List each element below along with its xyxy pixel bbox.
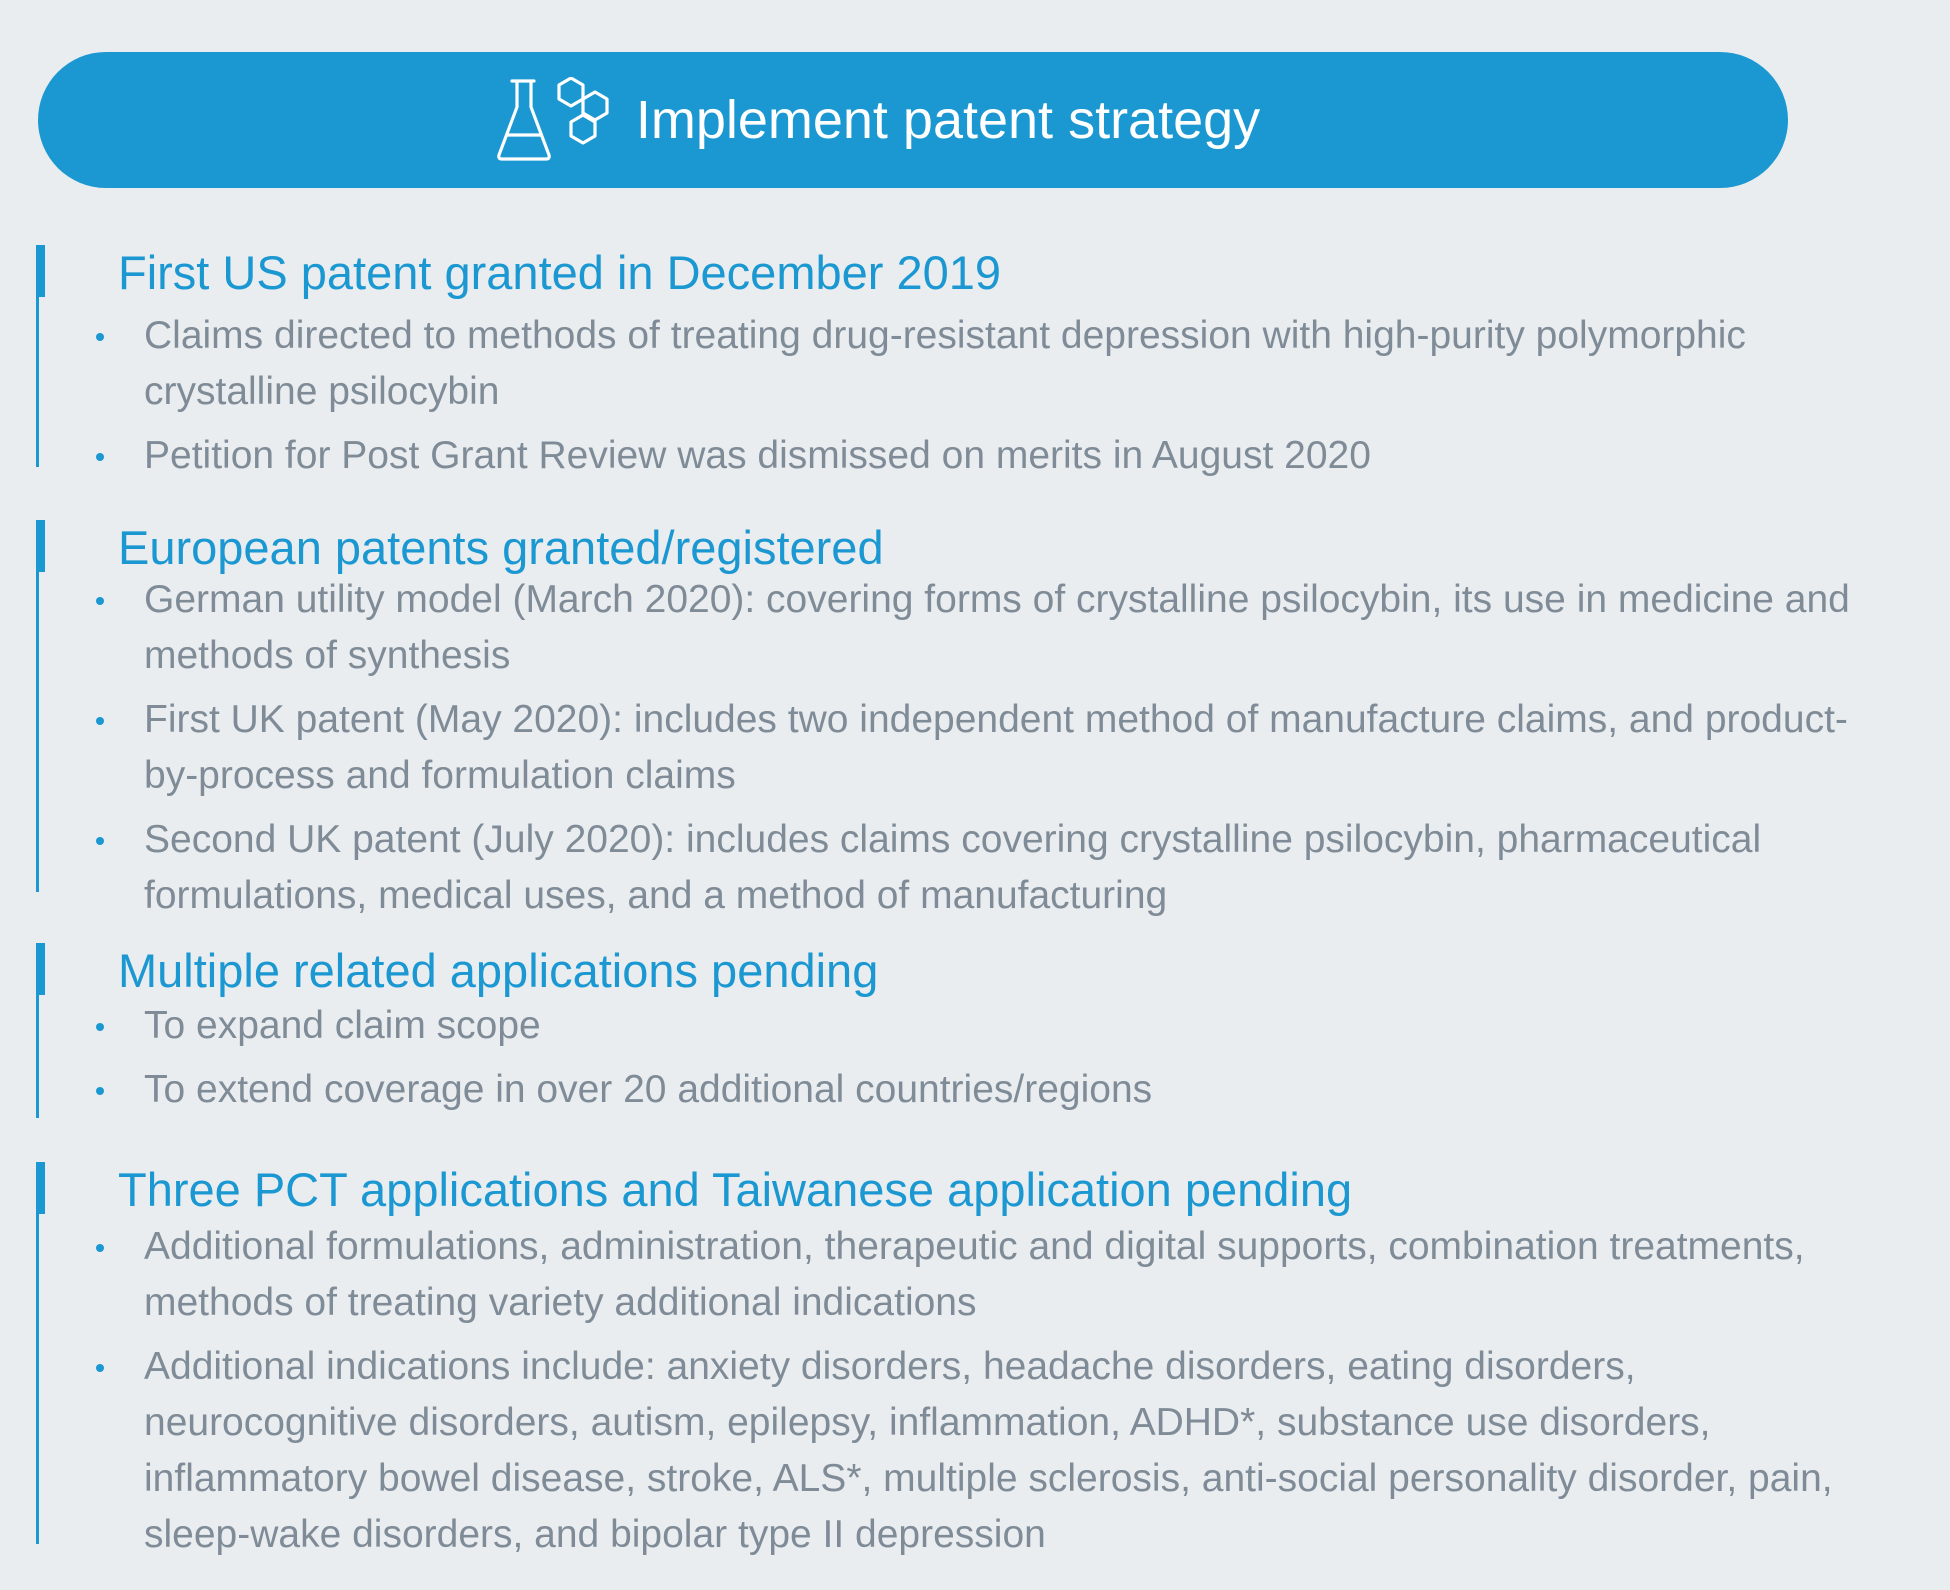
bullet-list (96, 308, 1896, 484)
page-title: Implement patent strategy (635, 90, 1261, 150)
bullet-icon (96, 717, 104, 725)
list-item: To extend coverage in over 20 additional countries/regions (96, 1062, 1896, 1118)
bullet-icon (96, 1244, 104, 1252)
section-rule (36, 520, 39, 892)
bullet-icon (96, 1364, 104, 1372)
list-item: Additional formulations, administration, therapeutic and digital supports, combination treatments, methods of treating variety additional indications (96, 1219, 1896, 1331)
section-marker (36, 245, 45, 297)
section-title: Multiple related applications pending (118, 944, 879, 997)
list-item: Petition for Post Grant Review was dismissed on merits in August 2020 (96, 428, 1896, 484)
list-item: German utility model (March 2020): covering forms of crystalline psilocybin, its use in medicine and methods of synthesis (96, 572, 1896, 684)
section-rule (36, 1162, 39, 1544)
bullet-list (96, 1219, 1896, 1563)
bullet-list (96, 572, 1896, 924)
bullet-icon (96, 597, 104, 605)
list-item: First UK patent (May 2020): includes two independent method of manufacture claims, and product-by-process and formulation claims (96, 692, 1896, 804)
list-item: Second UK patent (July 2020): includes claims covering crystalline psilocybin, pharmaceutical formulations, medical uses, and a method of manufacturing (96, 812, 1896, 924)
section-pending-applications (36, 943, 1916, 1118)
section-title: European patents granted/registered (118, 521, 884, 574)
bullet-icon (96, 1087, 104, 1095)
list-item: Additional indications include: anxiety disorders, headache disorders, eating disorders, neurocognitive disorders, autism, epilepsy, inflammation, ADHD*, substance use disorders, inflammatory bowel disease, stroke, ALS*, multiple sclerosis, anti-social personality disorder, pain, sleep-wake disorders, and bipolar type II depression (96, 1339, 1896, 1563)
bullet-icon (96, 837, 104, 845)
section-pct-applications (36, 1162, 1916, 1556)
bullet-icon (96, 453, 104, 461)
bullet-icon (96, 1023, 104, 1031)
header-banner (38, 52, 1788, 188)
section-title: Three PCT applications and Taiwanese application pending (118, 1163, 1353, 1216)
section-title: First US patent granted in December 2019 (118, 246, 1002, 299)
bullet-list (96, 998, 1896, 1118)
section-marker (36, 1162, 45, 1214)
list-item: Claims directed to methods of treating drug-resistant depression with high-purity polymorphic crystalline psilocybin (96, 308, 1896, 420)
section-first-us-patent (36, 245, 1916, 477)
section-european-patents (36, 520, 1916, 917)
section-marker (36, 520, 45, 572)
list-item: To expand claim scope (96, 998, 1896, 1054)
section-marker (36, 943, 45, 995)
bullet-icon (96, 333, 104, 341)
flask-molecule-icon (496, 77, 614, 163)
